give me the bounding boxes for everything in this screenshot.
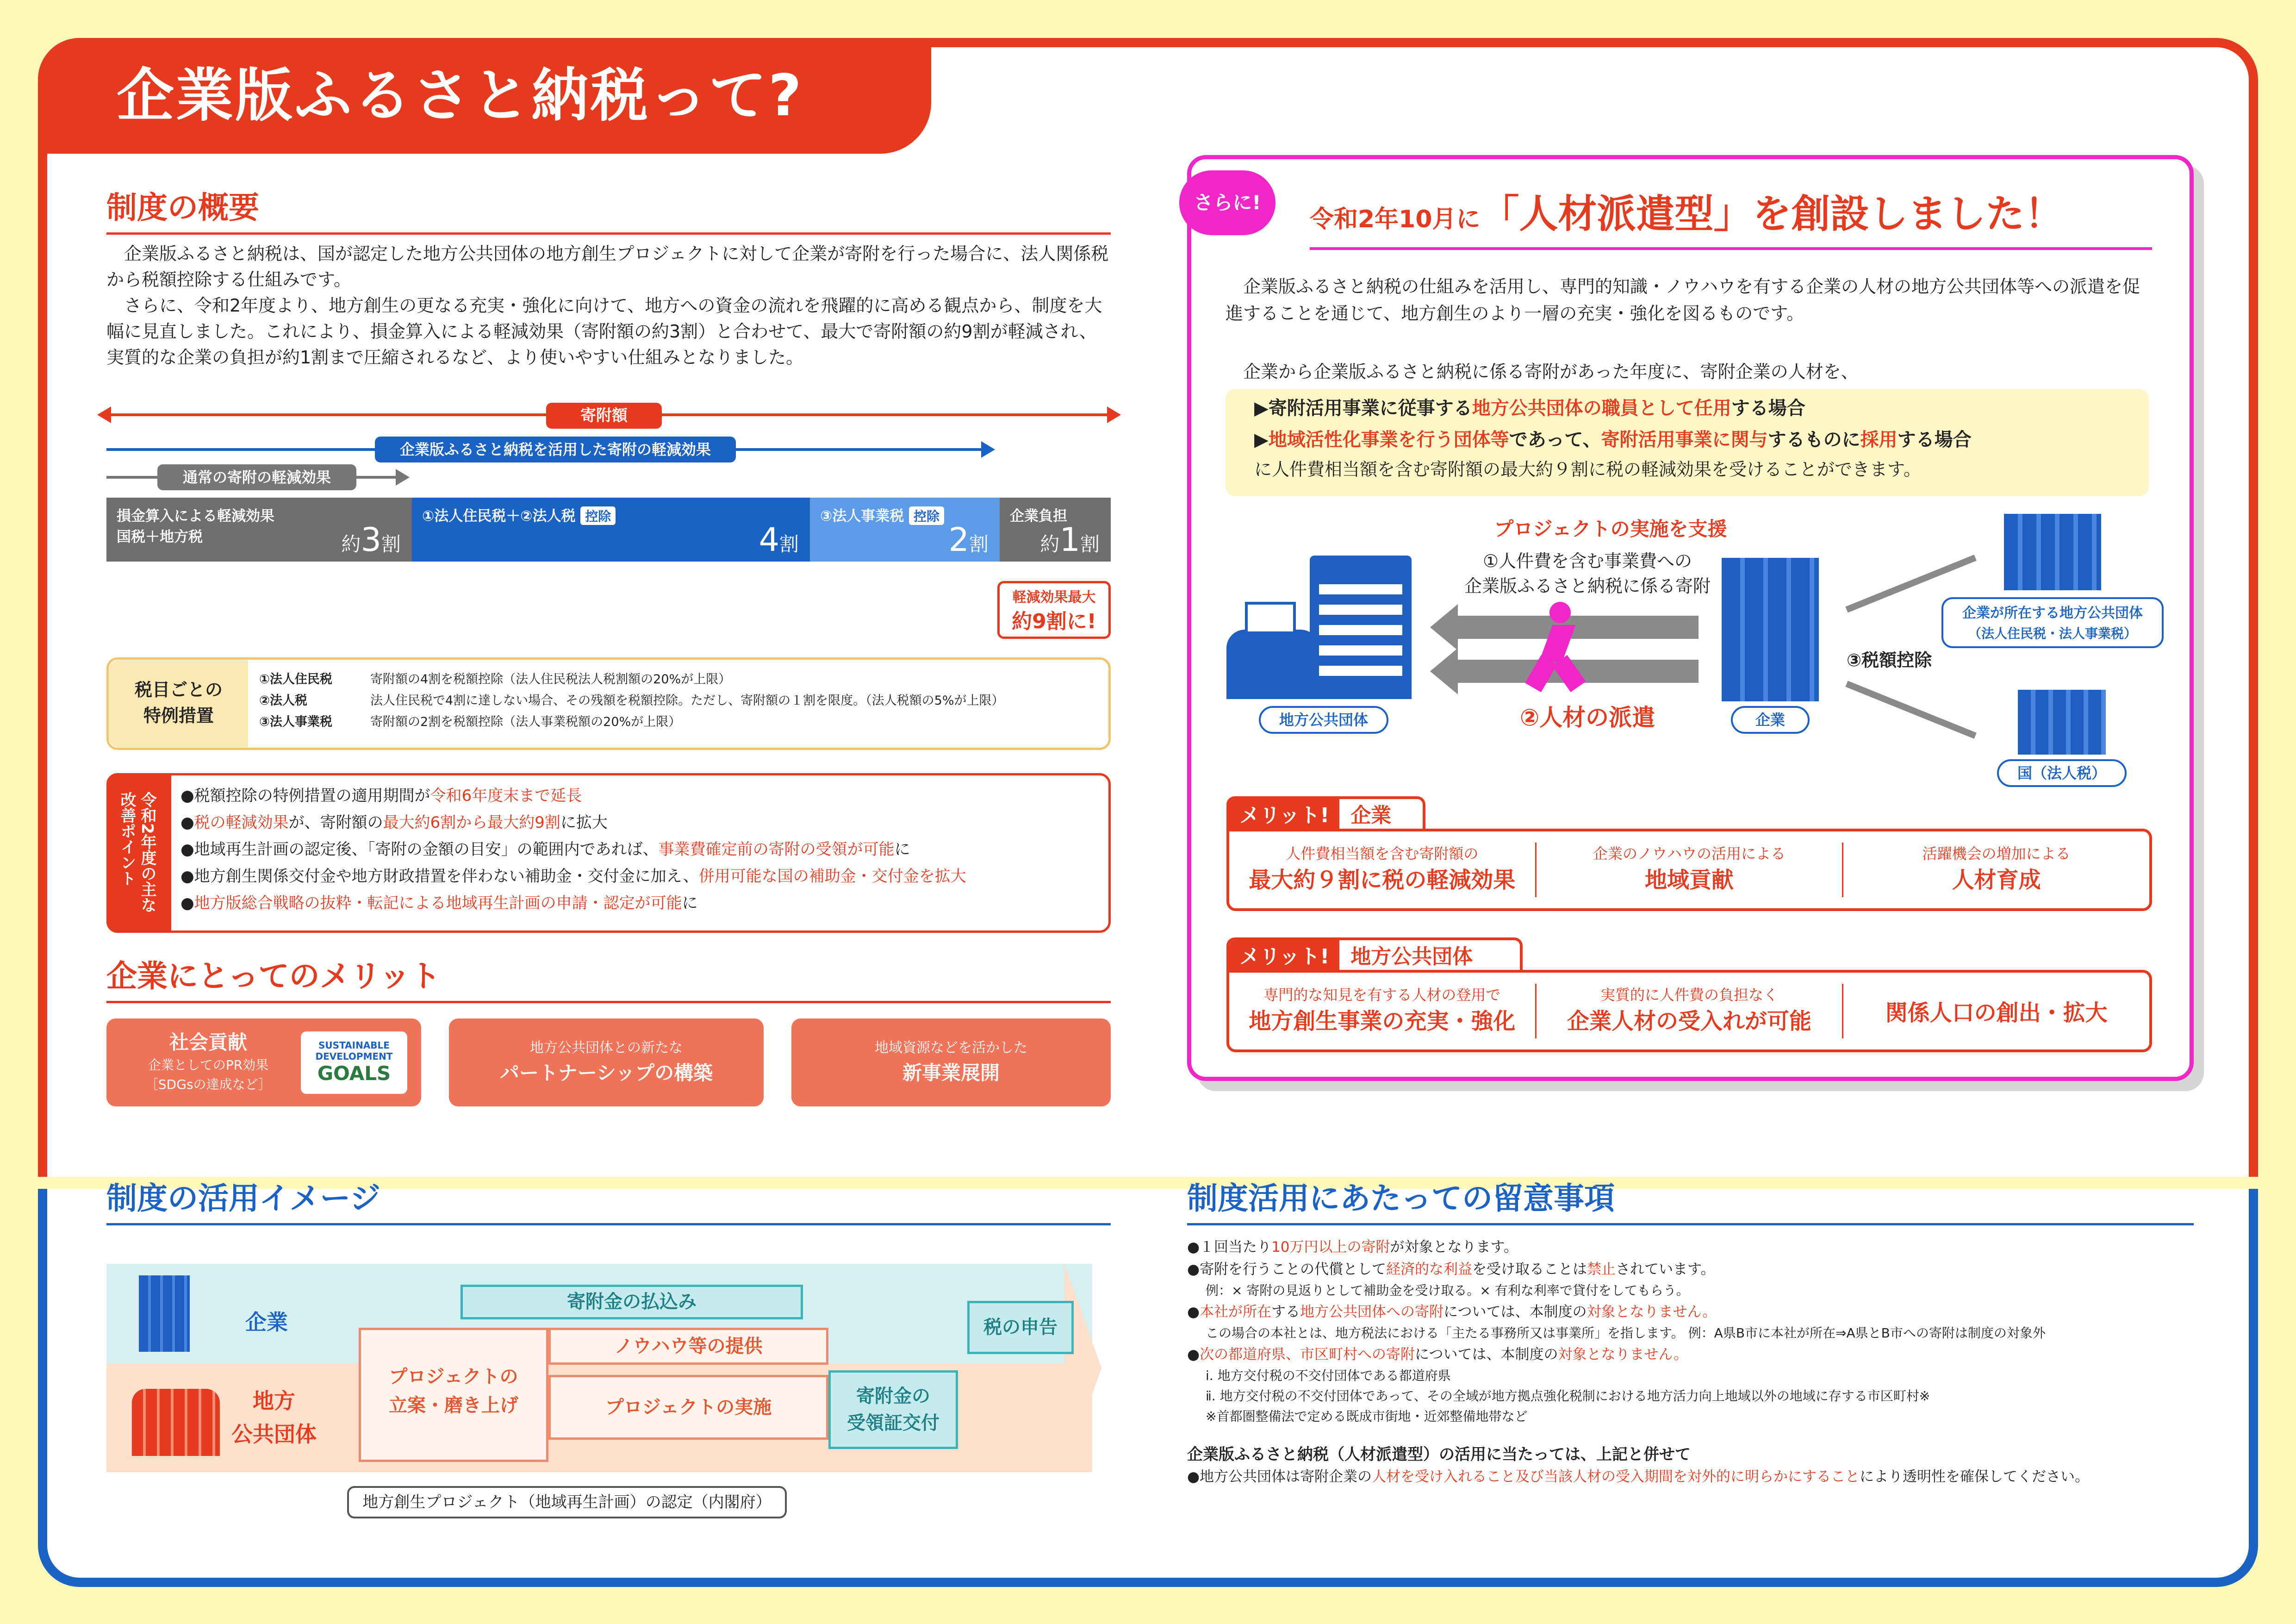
jinzai-lead: 企業から企業版ふるさと納税に係る寄附があった年度に、寄附企業の人材を、 bbox=[1243, 362, 1859, 382]
local-gov-icon bbox=[1226, 556, 1421, 699]
payment-box: 寄附金の払込み bbox=[460, 1285, 803, 1319]
furusato-label: 企業版ふるさと納税を活用した寄附の軽減効果 bbox=[375, 437, 736, 462]
merit-heading: 企業にとってのメリット bbox=[106, 951, 1111, 1003]
support-label: プロジェクトの実施を支援 bbox=[1494, 518, 1727, 540]
tokurei-label: 税目ごとの 特例措置 bbox=[109, 660, 248, 747]
note-item: ●本社が所在する地方公共団体への寄附については、本制度の対象となりません。 bbox=[1187, 1304, 1717, 1320]
seg3-value: 2 bbox=[948, 521, 969, 559]
seg4-label: 企業負担 bbox=[1010, 508, 1067, 525]
merit-company-tab: メリット! 企業 bbox=[1226, 796, 1425, 833]
seg4-value: 1 bbox=[1059, 521, 1080, 559]
seg2-value: 4 bbox=[759, 521, 779, 559]
receipt-box: 寄附金の 受領証交付 bbox=[828, 1370, 958, 1449]
note-sub: 例：× 寄附の見返りとして補助金を受け取る。× 有利な利率で貸付をしてもらう。 bbox=[1206, 1283, 1689, 1298]
kaizen-list bbox=[180, 782, 1101, 917]
flow2-label: ②人材の派遣 bbox=[1519, 704, 1655, 731]
running-person-icon bbox=[1532, 602, 1583, 690]
merit-company-cell: 活躍機会の増加による 人材育成 bbox=[1922, 845, 2071, 893]
seg1-label2: 国税＋地方税 bbox=[117, 529, 203, 545]
merit-gov-tab: メリット! 地方公共団体 bbox=[1226, 937, 1523, 974]
plan-box: プロジェクトの 立案・磨き上げ bbox=[359, 1328, 548, 1462]
tax-filing-box: 税の申告 bbox=[967, 1301, 1074, 1354]
knowhow-box: ノウハウ等の提供 bbox=[548, 1328, 828, 1365]
bar-seg-burden: 企業負担 約1割 bbox=[1000, 498, 1111, 562]
kaizen-item: ●地方版総合戦略の抜粋・転記による地域再生計画の申請・認定が可能に bbox=[180, 894, 698, 912]
gov-building-icon bbox=[132, 1389, 220, 1456]
merit-gov-cell: 関係人口の創出・拡大 bbox=[1885, 1000, 2108, 1026]
merit-company-table bbox=[1226, 829, 2152, 911]
kaizen-item: ●税の軽減効果が、寄附額の最大約6割から最大約9割に拡大 bbox=[180, 813, 608, 832]
note-sub: ※首都圏整備法で定める既成市街地・近郊整備地帯など bbox=[1206, 1409, 1528, 1424]
national-office-icon bbox=[2018, 690, 2106, 755]
merit-gov-table bbox=[1226, 970, 2152, 1052]
overview-para1: 企業版ふるさと納税は、国が認定した地方公共団体の地方創生プロジェクトに対して企業が寄附を行った場合に、法人関係税から税額控除する仕組みです。 bbox=[106, 244, 1109, 290]
jinzai-case: ▶地域活性化事業を行う団体等であって、寄附活用事業に関与するものに採用する場合 bbox=[1254, 429, 1972, 450]
note-item: ●次の都道府県、市区町村への寄附については、本制度の対象となりません。 bbox=[1187, 1346, 1688, 1363]
arrow-right-icon bbox=[396, 469, 410, 486]
sarani-badge: さらに! bbox=[1179, 170, 1276, 235]
jinzai-tail: に人件費相当額を含む寄附額の最大約９割に税の軽減効果を受けることができます。 bbox=[1254, 459, 1921, 480]
company-building-icon bbox=[139, 1275, 190, 1352]
kaizen-label: 令和2年度の主な改善ポイント bbox=[106, 773, 171, 933]
kaizen-item: ●地域再生計画の認定後、「寄附の金額の目安」の範囲内であれば、事業費確定前の寄附の受領が可能に bbox=[180, 840, 910, 859]
company-icon bbox=[1722, 558, 1819, 701]
lane-gov-label: 地方 公共団体 bbox=[231, 1388, 317, 1447]
company-label: 企業 bbox=[1731, 706, 1810, 734]
note-item: ●地方公共団体は寄附企業の人材を受け入れること及び当該人材の受入期間を対外的に明らかにすることにより透明性を確保してください。 bbox=[1187, 1468, 2090, 1485]
seg1-label1: 損金算入による軽減効果 bbox=[117, 508, 274, 525]
max-effect-badge: 軽減効果最大 約9割に! bbox=[997, 581, 1111, 639]
page-title: 企業版ふるさと納税って? bbox=[38, 38, 931, 154]
notes-heading: 制度活用にあたっての留意事項 bbox=[1187, 1174, 2194, 1225]
local-office-label: 企業が所在する地方公共団体 （法人住民税・法人事業税） bbox=[1941, 597, 2164, 648]
kifu-label: 寄附額 bbox=[546, 403, 662, 429]
overview-heading: 制度の概要 bbox=[106, 183, 1111, 235]
seg3-badge: 控除 bbox=[909, 506, 944, 525]
jinzai-cases bbox=[1254, 393, 2143, 483]
tokurei-row: ②法人税 法人住民税で4割に達しない場合、その残額を税額控除。ただし、寄附額の１割を限度。（法人税額の5%が上限） bbox=[259, 693, 1004, 708]
note-item: ●寄附を行うことの代償として経済的な利益を受け取ることは禁止されています。 bbox=[1187, 1261, 1715, 1278]
seg2-label: ①法人住民税＋②法人税 bbox=[422, 508, 576, 525]
bar-seg-jigyo: ③法人事業税 控除 2割 bbox=[810, 498, 1000, 562]
jinzai-case: ▶寄附活用事業に従事する地方公共団体の職員として任用する場合 bbox=[1254, 398, 1805, 419]
lane-company-label: 企業 bbox=[245, 1310, 288, 1335]
arrow-right-icon bbox=[981, 441, 995, 458]
normal-label: 通常の寄附の軽減効果 bbox=[157, 464, 356, 490]
note-sub: この場合の本社とは、地方税法における「主たる事務所又は事業所」を指します。 例：A県B市に本社が所在⇒A県とB市への寄附は制度の対象外 bbox=[1206, 1325, 2046, 1341]
tokurei-rows bbox=[259, 669, 1101, 733]
tokurei-row: ③法人事業税 寄附額の2割を税額控除（法人事業税額の20%が上限） bbox=[259, 715, 681, 729]
jinzai-heading: 令和2年10月に「人材派遣型」を創設しました！ bbox=[1310, 183, 2152, 250]
merit-newbusiness: 地域資源などを活かした 新事業展開 bbox=[791, 1018, 1111, 1106]
overview-para2: さらに、令和2年度より、地方創生の更なる充実・強化に向けて、地方への資金の流れを飛躍的に高める観点から、制度を大幅に見直しました。これにより、損金算入による軽減効果（寄附額の約3割）と合わせて、最大で寄附額の約9割が軽減され、実質的な企業の負担が約1割まで圧縮されるなど、より使いやすい仕組みとなりました。 bbox=[106, 295, 1102, 368]
seg1-value: 3 bbox=[361, 521, 381, 559]
merit-gov-cell: 実質的に人件費の負担なく 企業人材の受入れが可能 bbox=[1537, 984, 1844, 1038]
local-office-icon bbox=[2004, 514, 2101, 590]
gov-label: 地方公共団体 bbox=[1259, 706, 1388, 734]
arrow-right-icon bbox=[1107, 406, 1121, 423]
approval-box: 地方創生プロジェクト（地域再生計画）の認定（内閣府） bbox=[347, 1486, 787, 1518]
seg3-label: ③法人事業税 bbox=[820, 508, 904, 525]
sdgs-logo: SUSTAINABLE DEVELOPMENT GOALS bbox=[301, 1031, 407, 1094]
lane-arrow-tip bbox=[1064, 1264, 1101, 1472]
merit-gov-cell: 専門的な知見を有する人材の登用で 地方創生事業の充実・強化 bbox=[1229, 984, 1537, 1038]
tokurei-row: ①法人住民税 寄附額の4割を税額控除（法人住民税法人税割額の20%が上限） bbox=[259, 672, 731, 687]
flow1-label: ①人件費を含む事業費への 企業版ふるさと納税に係る寄附 bbox=[1464, 551, 1711, 596]
flow3-label: ③税額控除 bbox=[1847, 650, 1932, 670]
bar-seg-sonkin: 損金算入による軽減効果 国税＋地方税 約3割 bbox=[106, 498, 412, 562]
arrow-left-icon bbox=[97, 406, 111, 423]
kaizen-item: ●税額控除の特例措置の適用期間が令和6年度末まで延長 bbox=[180, 787, 582, 805]
merit-company-cell: 企業のノウハウの活用による 地域貢献 bbox=[1537, 843, 1844, 897]
jinzai-intro: 企業版ふるさと納税の仕組みを活用し、専門的知識・ノウハウを有する企業の人材の地方公共団体等への派遣を促進することを通じて、地方創生のより一層の充実・強化を図るものです。 bbox=[1226, 276, 2140, 324]
seg2-badge: 控除 bbox=[580, 506, 616, 525]
bar-seg-jumin-hojin: ①法人住民税＋②法人税 控除 4割 bbox=[412, 498, 810, 562]
exec-box: プロジェクトの実施 bbox=[548, 1375, 828, 1440]
arrow-left-icon bbox=[1430, 604, 1458, 650]
merit-social: 社会貢献 企業としてのPR効果 ［SDGsの達成など］ SUSTAINABLE DEVELOPMENT GOALS bbox=[106, 1018, 421, 1106]
nation-label: 国（法人税） bbox=[1997, 759, 2127, 787]
notes-list bbox=[1187, 1236, 2205, 1488]
jinzai-notes-heading: 企業版ふるさと納税（人材派遣型）の活用に当たっては、上記と併せて bbox=[1187, 1445, 1691, 1464]
merit-partnership: 地方公共団体との新たな パートナーシップの構築 bbox=[449, 1018, 764, 1106]
note-sub: ⅰ. 地方交付税の不交付団体である都道府県 bbox=[1206, 1368, 1451, 1383]
note-sub: ⅱ. 地方交付税の不交付団体であって、その全域が地方拠点強化税制における地方活力向上地域以外の地域に存する市区町村※ bbox=[1206, 1388, 1930, 1404]
note-item: ●１回当たり10万円以上の寄附が対象となります。 bbox=[1187, 1239, 1518, 1255]
image-heading: 制度の活用イメージ bbox=[106, 1174, 1111, 1225]
arrow-left-icon bbox=[1430, 648, 1458, 694]
kaizen-item: ●地方創生関係交付金や地方財政措置を伴わない補助金・交付金に加え、併用可能な国の補助金・交付金を拡大 bbox=[180, 867, 966, 886]
merit-company-cell: 人件費相当額を含む寄附額の 最大約９割に税の軽減効果 bbox=[1229, 843, 1537, 897]
overview-text bbox=[106, 241, 1111, 370]
